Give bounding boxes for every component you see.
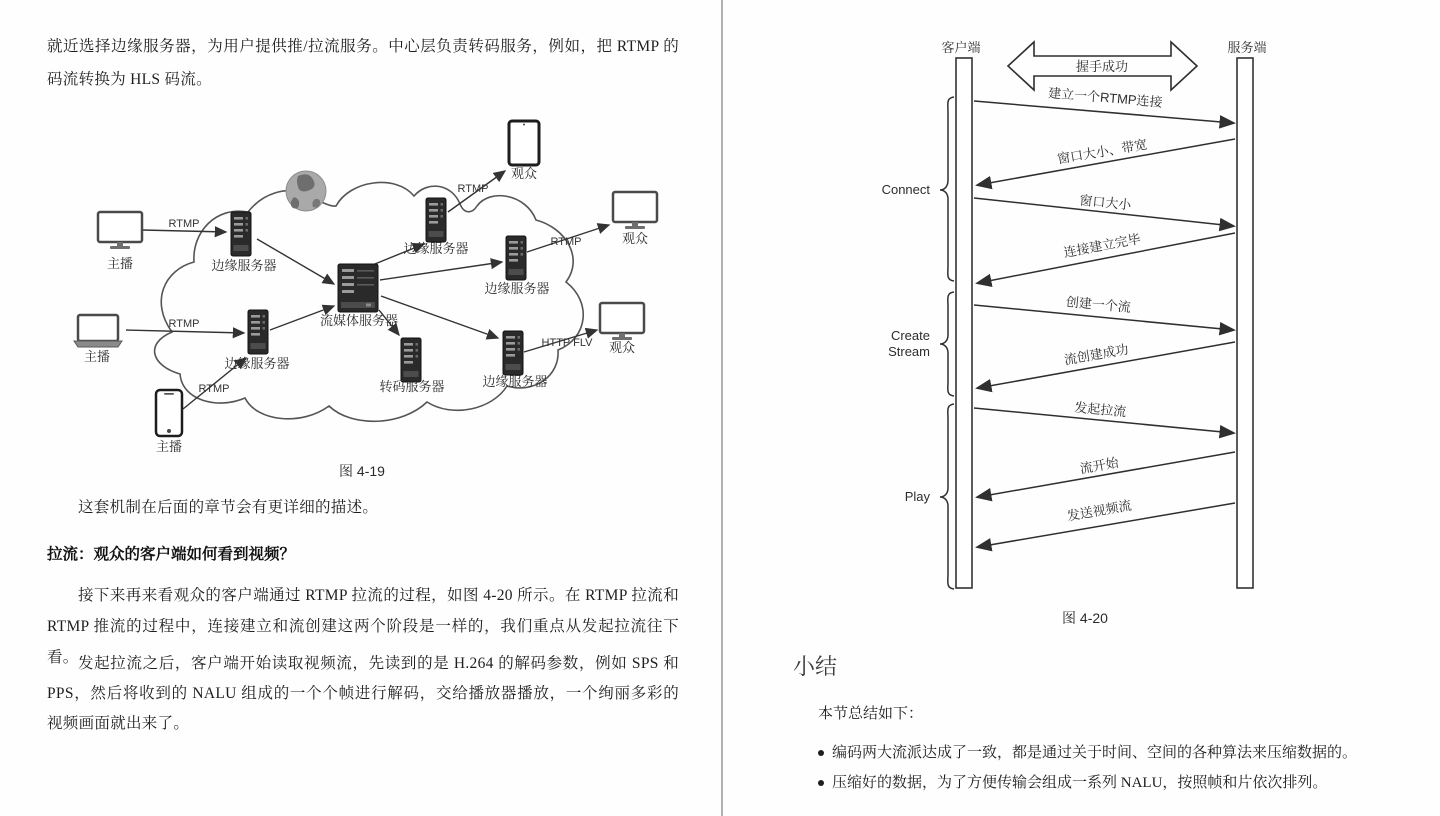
client-lifeline	[956, 58, 972, 588]
edge-server1-label: 边缘服务器	[211, 258, 277, 273]
broadcaster-laptop-icon	[74, 315, 122, 347]
rtmp-label-4: RTMP	[457, 183, 489, 195]
msg-connect-done: 连接建立完毕	[1062, 231, 1142, 261]
http-flv-label: HTTP FLV	[541, 337, 593, 349]
edge-server2-icon	[426, 198, 446, 242]
msg-connect-rtmp: 建立一个RTMP连接	[1047, 85, 1164, 110]
rtmp-label-1: RTMP	[168, 218, 200, 230]
edge-server5-icon	[503, 331, 523, 375]
client-endpoint-label: 客户端	[941, 40, 981, 55]
figure-4-20	[770, 20, 1310, 600]
msg-stream-begin: 流开始	[1078, 454, 1120, 477]
bullet-icon	[818, 780, 824, 786]
rtmp-label-2: RTMP	[168, 318, 200, 330]
figure-4-19-caption: 图 4-19	[339, 463, 385, 479]
phase-play-label: Play	[904, 489, 930, 504]
edge-server4-label: 边缘服务器	[224, 356, 290, 371]
edge-server4-icon	[248, 310, 268, 354]
msg-stream-created: 流创建成功	[1062, 341, 1130, 368]
broadcaster-pc-label: 主播	[106, 256, 134, 271]
bullet-text: 编码两大流派达成了一致，都是通过关于时间、空间的各种算法来压缩数据的。	[832, 745, 1358, 761]
globe-icon	[286, 171, 326, 211]
viewer-tablet-label: 观众	[510, 166, 538, 181]
media-server-icon	[338, 264, 378, 312]
server-lifeline	[1237, 58, 1253, 588]
msg-window-size: 窗口大小	[1078, 192, 1133, 213]
summary-intro: 本节总结如下：	[818, 706, 924, 722]
rtmp-label-3: RTMP	[198, 383, 230, 395]
edge-server3-label: 边缘服务器	[484, 281, 550, 296]
summary-bullet-1	[818, 742, 1378, 764]
bullet-text: 压缩好的数据，为了方便传输会组成一系列 NALU，按照帧和片依次排列。	[832, 775, 1328, 791]
bullet-icon	[818, 750, 824, 756]
phase-braces	[940, 97, 954, 589]
transcode-server-icon	[401, 338, 421, 382]
broadcaster-laptop-label: 主播	[83, 349, 111, 364]
phase-connect-label: Connect	[881, 182, 930, 197]
page-right	[723, 0, 1440, 816]
msg-start-pull: 发起拉流	[1073, 399, 1127, 420]
edge-server3-icon	[506, 236, 526, 280]
media-server-label: 流媒体服务器	[319, 313, 399, 328]
viewer-monitor2-icon	[600, 303, 644, 340]
msg-send-video: 发送视频流	[1065, 497, 1133, 524]
viewer-monitor-icon	[613, 192, 657, 229]
summary-bullet-2	[818, 772, 1378, 794]
viewer-monitor-label: 观众	[621, 231, 649, 246]
broadcaster-pc-icon	[98, 212, 142, 249]
viewer-tablet-icon	[509, 121, 539, 165]
broadcaster-phone-icon	[156, 390, 182, 436]
edge-server2-label: 边缘服务器	[403, 241, 469, 256]
summary-heading: 小结	[793, 654, 838, 679]
broadcaster-phone-label: 主播	[155, 439, 183, 454]
rtmp-label-5: RTMP	[550, 236, 582, 248]
msg-window-bandwidth: 窗口大小、带宽	[1056, 136, 1149, 167]
phase-create-stream-label: Create Stream	[888, 328, 930, 359]
paragraph-pull-process: 接下来再来看观众的客户端通过 RTMP 拉流的过程，如图 4-20 所示。在 RTMP 拉流和 RTMP 推流的过程中，连接建立和流创建这两个阶段是一样的，我们重点从发起拉流往下看。	[47, 587, 679, 666]
figure-4-20-caption: 图 4-20	[1062, 610, 1108, 626]
edge-server5-label: 边缘服务器	[482, 374, 548, 389]
transcode-server-label: 转码服务器	[379, 379, 445, 394]
paragraph-decode: 发起拉流之后，客户端开始读取视频流，先读到的是 H.264 的解码参数，例如 SPS 和 PPS，然后将收到的 NALU 组成的一个个帧进行解码，交给播放器播放，一个绚丽多彩的视频画面就出来了。	[47, 655, 679, 732]
handshake-label: 握手成功	[1075, 59, 1129, 74]
sequence-arrows	[974, 101, 1235, 547]
figure-4-19	[40, 105, 690, 495]
paragraph-intro: 就近选择边缘服务器，为用户提供推/拉流服务。中心层负责转码服务，例如，把 RTMP 的码流转换为 HLS 码流。	[47, 38, 679, 88]
server-endpoint-label: 服务端	[1227, 40, 1267, 55]
msg-create-stream: 创建一个流	[1065, 294, 1132, 315]
paragraph-mechanism: 这套机制在后面的章节会有更详细的描述。	[78, 499, 379, 516]
viewer-monitor2-label: 观众	[608, 340, 636, 355]
edge-server1-icon	[231, 212, 251, 256]
heading-pull-stream: 拉流：观众的客户端如何看到视频？	[47, 546, 296, 563]
